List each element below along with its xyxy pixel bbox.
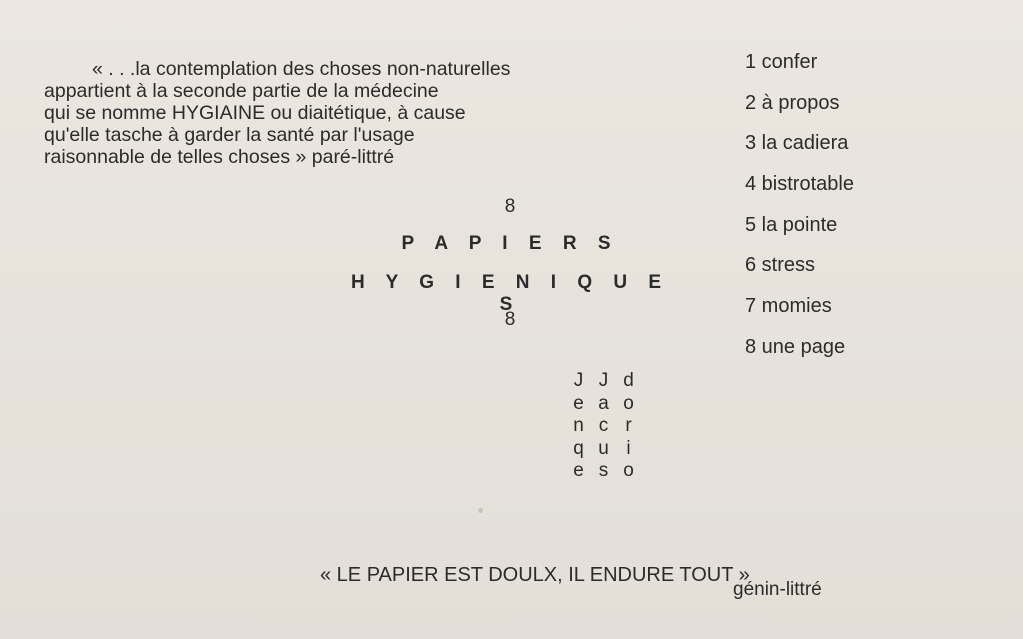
epigraph-line: qui se nomme HYGIAINE ou diaitétique, à cause — [44, 102, 466, 124]
author-letter: d — [623, 370, 634, 391]
toc-item: 3 la cadiera — [745, 132, 849, 155]
title-number-top: 8 — [504, 196, 516, 217]
authors-row — [566, 415, 641, 438]
authors-row — [566, 393, 641, 416]
author-letter: e — [573, 392, 584, 414]
authors-row — [566, 460, 641, 483]
title-number-bottom-block — [340, 309, 680, 331]
author-letter: a — [598, 392, 609, 414]
title-papiers: P A P I E R S — [401, 233, 619, 254]
toc-item: 8 une page — [745, 335, 846, 358]
title-hygieniques: H Y G I E N I Q U E S — [350, 272, 670, 315]
closing-quote: « LE PAPIER EST DOULX, IL ENDURE TOUT » — [320, 564, 750, 586]
toc-item: 5 la pointe — [745, 213, 838, 236]
author-letter: i — [626, 437, 631, 459]
author-letter: r — [625, 415, 632, 436]
author-letter: c — [598, 415, 609, 436]
author-letter: q — [573, 437, 584, 459]
author-letter: o — [623, 392, 634, 414]
author-letter: J — [573, 370, 584, 391]
toc-item: 2 à propos — [745, 91, 840, 114]
table-of-contents — [745, 50, 854, 376]
author-letter: J — [598, 370, 609, 391]
epigraph — [44, 58, 684, 168]
paper-speck — [478, 508, 483, 513]
toc-item: 4 bistrotable — [745, 173, 854, 196]
author-letter: e — [573, 460, 584, 481]
authors-row — [566, 370, 641, 393]
title-line-1-block — [340, 233, 680, 255]
epigraph-line: « . . .la contemplation des choses non-naturelles — [92, 58, 511, 80]
author-letter: o — [623, 460, 634, 481]
author-letter: n — [573, 415, 584, 436]
toc-item: 7 momies — [745, 295, 832, 318]
author-letter: s — [598, 460, 609, 481]
toc-item: 1 confer — [745, 51, 818, 73]
authors-vertical-names — [566, 370, 641, 483]
title-number-top-block — [340, 196, 680, 218]
closing-quote-source: génin-littré — [733, 579, 822, 600]
epigraph-line: raisonnable de telles choses » paré-littré — [44, 146, 395, 168]
toc-item: 6 stress — [745, 254, 816, 277]
epigraph-line: appartient à la seconde partie de la médecine — [44, 80, 439, 102]
authors-row — [566, 438, 641, 461]
title-number-bottom: 8 — [504, 309, 516, 330]
author-letter: u — [598, 437, 609, 459]
epigraph-line: qu'elle tasche à garder la santé par l'usage — [44, 124, 415, 146]
